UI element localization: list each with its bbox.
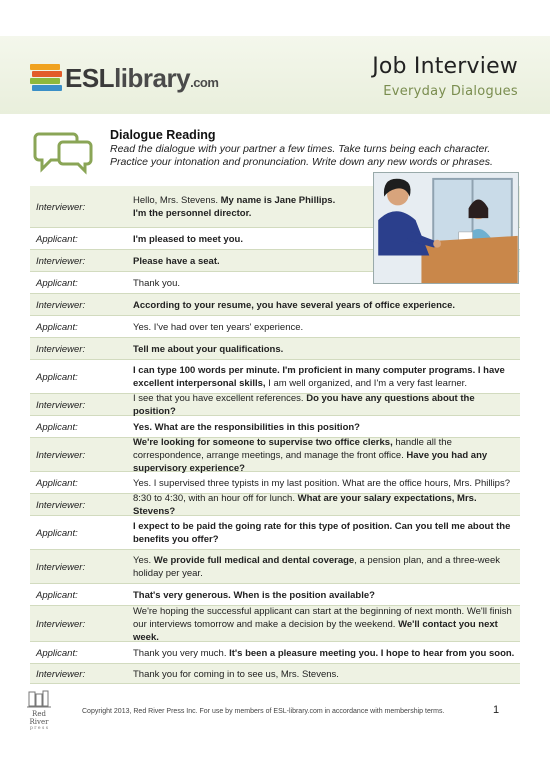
dialogue-phrase-bold: I can type 100 words per minute. I'm proficient in many computer programs. I have excellent interpersonal skills,: [133, 365, 505, 389]
speaker-label: Interviewer:: [36, 562, 86, 573]
dialogue-phrase-bold: Have you had any supervisory experience?: [133, 450, 488, 474]
dialogue-phrase: We're hoping the successful applicant can start at the beginning of next month. We'll finish our interviews tomorrow and make a decision by the weekend.: [133, 606, 512, 630]
dialogue-phrase: I see that you have excellent references.: [133, 393, 307, 404]
speaker-label: Applicant:: [36, 234, 78, 245]
speaker-label: Applicant:: [36, 278, 78, 289]
dialogue-row: [30, 472, 520, 494]
dialogue-row: [30, 550, 520, 584]
dialogue-row: [30, 606, 520, 642]
dialogue-phrase-bold: According to your resume, you have several years of office experience.: [133, 300, 456, 311]
speaker-label: Interviewer:: [36, 256, 86, 267]
dialogue-phrase-bold: I expect to be paid the going rate for this type of position. Can you tell me about the benefits you offer?: [133, 521, 511, 545]
copyright-notice: Copyright 2013, Red River Press Inc. For use by members of ESL-library.com in accordance with membership terms.: [82, 708, 445, 715]
dialogue-line: [133, 520, 517, 546]
dialogue-phrase: 8:30 to 4:30, with an hour off for lunch.: [133, 493, 298, 504]
dialogue-phrase-bold: I'm the personnel director.: [133, 208, 252, 219]
speaker-label: Interviewer:: [36, 300, 86, 311]
dialogue-line: [133, 668, 517, 681]
dialogue-phrase: Yes.: [133, 555, 154, 566]
dialogue-line: [133, 492, 517, 518]
dialogue-phrase: Yes. I've had over ten years' experience.: [133, 322, 304, 333]
instructions-text: Read the dialogue with your partner a few times. Take turns being each character. Practice your intonation and pronunciation. Write down any new words or phrases.: [110, 143, 493, 168]
dialogue-phrase-bold: Do you have any questions about the position?: [133, 393, 475, 417]
page-title: Job Interview: [372, 54, 518, 79]
dialogue-phrase: Hello, Mrs. Stevens.: [133, 195, 221, 206]
dialogue-line: [133, 554, 517, 580]
dialogue-phrase-bold: Yes. What are the responsibilities in this position?: [133, 422, 360, 433]
dialogue-phrase-bold: Please have a seat.: [133, 256, 220, 267]
dialogue-line: [133, 364, 517, 390]
speaker-label: Interviewer:: [36, 669, 86, 680]
dialogue-line: [133, 421, 517, 434]
page-subtitle: Everyday Dialogues: [383, 84, 518, 99]
dialogue-row: [30, 516, 520, 550]
speaker-label: Interviewer:: [36, 500, 86, 511]
dialogue-line: [133, 477, 517, 490]
dialogue-phrase-bold: What are your salary expectations, Mrs. Stevens?: [133, 493, 477, 517]
speech-bubbles-icon: [33, 128, 95, 176]
dialogue-row: [30, 294, 520, 316]
dialogue-phrase: Yes. I supervised three typists in my last position. What are the office hours, Mrs. Phillips?: [133, 478, 511, 489]
dialogue-row: [30, 338, 520, 360]
logo-wordmark: ESLlibrary.com: [65, 62, 219, 93]
red-river-press-logo: [24, 690, 54, 731]
dialogue-phrase-bold: Tell me about your qualifications.: [133, 344, 284, 355]
esl-library-logo[interactable]: [30, 62, 218, 94]
dialogue-line: [133, 321, 517, 334]
dialogue-line: [133, 392, 517, 418]
dialogue-phrase: Thank you very much.: [133, 648, 230, 659]
dialogue-line: [133, 299, 517, 312]
speaker-label: Interviewer:: [36, 400, 86, 411]
interview-illustration: [373, 172, 519, 284]
dialogue-phrase-bold: I'm pleased to meet you.: [133, 234, 243, 245]
publisher-press: p r e s s: [29, 726, 49, 731]
books-icon: [27, 690, 51, 710]
instructions-heading: Dialogue Reading: [110, 128, 216, 142]
dialogue-line: [133, 605, 517, 644]
dialogue-row: [30, 394, 520, 416]
instructions: [110, 128, 530, 169]
dialogue-line: [133, 436, 517, 475]
dialogue-phrase-bold: We'll contact you next week.: [133, 619, 498, 643]
speaker-label: Applicant:: [36, 422, 78, 433]
dialogue-row: [30, 642, 520, 664]
dialogue-row: [30, 494, 520, 516]
speaker-label: Applicant:: [36, 528, 78, 539]
speaker-label: Interviewer:: [36, 202, 86, 213]
dialogue-row: [30, 438, 520, 472]
dialogue-row: [30, 360, 520, 394]
dialogue-row: [30, 416, 520, 438]
dialogue-phrase: I am well organized, and I'm a very fast learner.: [265, 378, 467, 389]
dialogue-phrase: Thank you for coming in to see us, Mrs. Stevens.: [133, 669, 339, 680]
dialogue-row: [30, 584, 520, 606]
dialogue-phrase: Thank you.: [133, 278, 180, 289]
dialogue-line: [133, 343, 517, 356]
speaker-label: Interviewer:: [36, 344, 86, 355]
speaker-label: Applicant:: [36, 372, 78, 383]
dialogue-row: [30, 316, 520, 338]
page-number: 1: [493, 704, 500, 716]
books-logo-icon: [30, 64, 62, 92]
dialogue-phrase-bold: It's been a pleasure meeting you. I hope to hear from you soon.: [229, 648, 515, 659]
speaker-label: Applicant:: [36, 648, 78, 659]
dialogue-phrase-bold: That's very generous. When is the position available?: [133, 590, 375, 601]
dialogue-line: [133, 589, 517, 602]
dialogue-line: [133, 194, 373, 220]
speaker-label: Interviewer:: [36, 450, 86, 461]
dialogue-phrase: , a pension plan, and a three-week holiday per year.: [133, 555, 500, 579]
dialogue-phrase: handle all the correspondence, arrange meetings, and manage the front office.: [133, 437, 452, 461]
speaker-label: Applicant:: [36, 590, 78, 601]
dialogue-line: [133, 647, 517, 660]
speaker-label: Applicant:: [36, 478, 78, 489]
speaker-label: Applicant:: [36, 322, 78, 333]
dialogue-phrase-bold: My name is Jane Phillips.: [220, 195, 336, 206]
dialogue-row: [30, 664, 520, 684]
dialogue-phrase-bold: We're looking for someone to supervise two office clerks,: [133, 437, 393, 448]
publisher-name: Red River: [29, 710, 49, 726]
dialogue-phrase-bold: We provide full medical and dental coverage: [153, 555, 355, 566]
speaker-label: Interviewer:: [36, 619, 86, 630]
